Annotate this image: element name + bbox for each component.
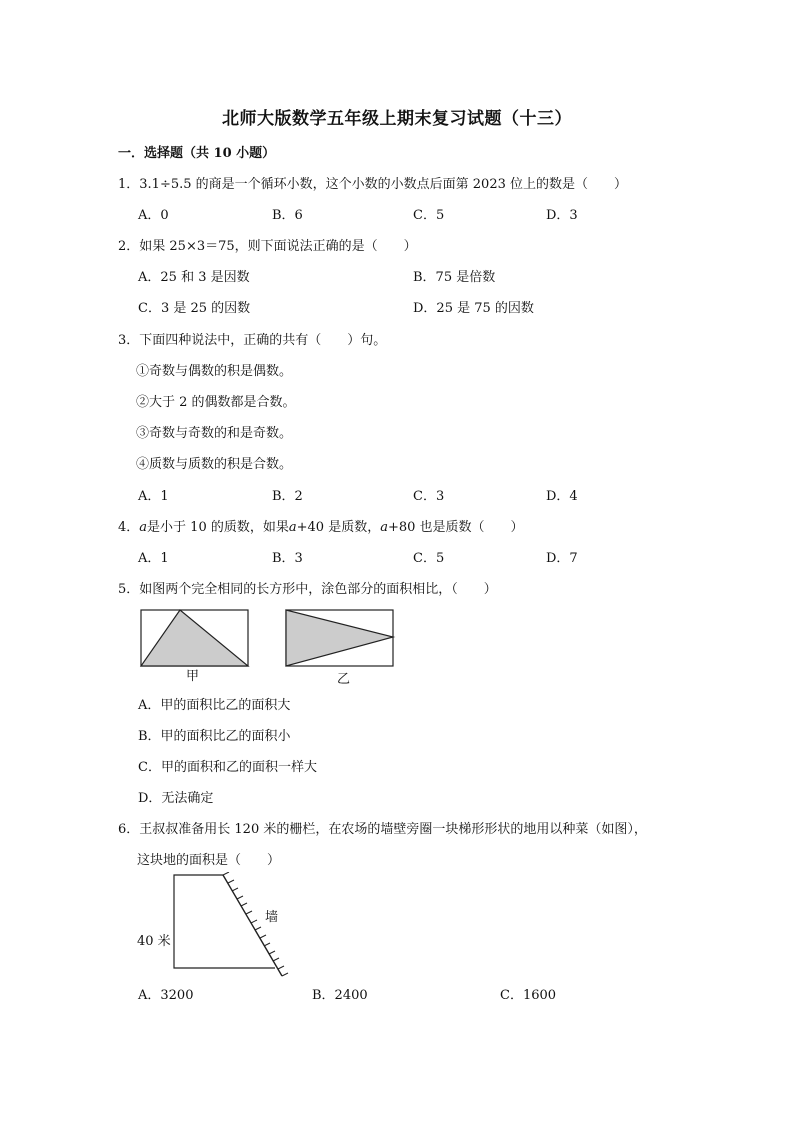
figure-label-yi: 乙 (337, 672, 351, 687)
question-2-stem: 2．如果 25×3＝75，则下面说法正确的是（ ） (118, 239, 417, 254)
question-6-stem-line-2: 这块地的面积是（ ） (137, 853, 281, 868)
q3-option-a: A．1 (138, 489, 169, 504)
q4-variable: a (380, 520, 388, 535)
q3-statement-1: ①奇数与偶数的积是偶数。 (136, 364, 293, 379)
q5-option-b: B．甲的面积比乙的面积小 (138, 729, 291, 744)
q2-option-b: B．75 是倍数 (413, 270, 496, 285)
q5-option-d: D．无法确定 (138, 791, 214, 806)
q6-option-a: A．3200 (138, 988, 194, 1003)
section-heading: 一．选择题（共 10 小题） (118, 146, 276, 161)
q3-option-c: C．3 (413, 489, 445, 504)
q4-text-1: 是小于 10 的质数，如果 (147, 520, 289, 535)
q5-figure (130, 600, 410, 690)
q4-option-c: C．5 (413, 551, 445, 566)
q2-option-a: A．25 和 3 是因数 (138, 270, 250, 285)
q4-option-a: A．1 (138, 551, 169, 566)
trapezoid-fence (174, 875, 275, 968)
side-length-label: 40 米 (137, 934, 171, 949)
q4-variable: a (139, 520, 148, 535)
figure-label-jia: 甲 (186, 669, 200, 684)
q3-statement-2: ②大于 2 的偶数都是合数。 (136, 395, 296, 410)
q1-option-a: A．0 (138, 208, 169, 223)
q4-option-b: B．3 (272, 551, 303, 566)
question-4-stem (118, 519, 524, 537)
q3-statement-3: ③奇数与奇数的和是奇数。 (136, 426, 293, 441)
q5-option-c: C．甲的面积和乙的面积一样大 (138, 760, 317, 775)
page-title: 北师大版数学五年级上期末复习试题（十三） (222, 109, 572, 129)
q4-option-d: D．7 (546, 551, 578, 566)
q4-number: 4． (118, 520, 140, 535)
q2-option-d: D．25 是 75 的因数 (413, 301, 534, 316)
q1-option-d: D．3 (546, 208, 578, 223)
q3-option-d: D．4 (546, 489, 578, 504)
q4-variable: a (288, 520, 297, 535)
q2-option-c: C．3 是 25 的因数 (138, 301, 251, 316)
question-6-stem-line-1: 6．王叔叔准备用长 120 米的栅栏，在农场的墙壁旁圈一块梯形形状的地用以种菜（如图）， (118, 822, 647, 837)
wall-hatching (223, 872, 288, 976)
wall-label: 墙 (265, 910, 279, 925)
question-3-stem: 3．下面四种说法中，正确的共有（ ）句。 (118, 333, 387, 348)
q1-option-b: B．6 (272, 208, 303, 223)
q3-statement-4: ④质数与质数的积是合数。 (136, 457, 293, 472)
q4-text-3: +80 也是质数（ ） (387, 520, 524, 535)
q4-text-2: +40 是质数， (296, 520, 381, 535)
q3-option-b: B．2 (272, 489, 303, 504)
q6-option-c: C．1600 (500, 988, 557, 1003)
q6-figure (160, 872, 300, 982)
q5-option-a: A．甲的面积比乙的面积大 (138, 698, 291, 713)
q1-option-c: C．5 (413, 208, 445, 223)
question-1-stem: 1．3.1÷5.5 的商是一个循环小数，这个小数的小数点后面第 2023 位上的数是（ ） (118, 177, 627, 192)
question-5-stem: 5．如图两个完全相同的长方形中，涂色部分的面积相比，（ ） (118, 582, 497, 597)
q6-option-b: B．2400 (312, 988, 368, 1003)
